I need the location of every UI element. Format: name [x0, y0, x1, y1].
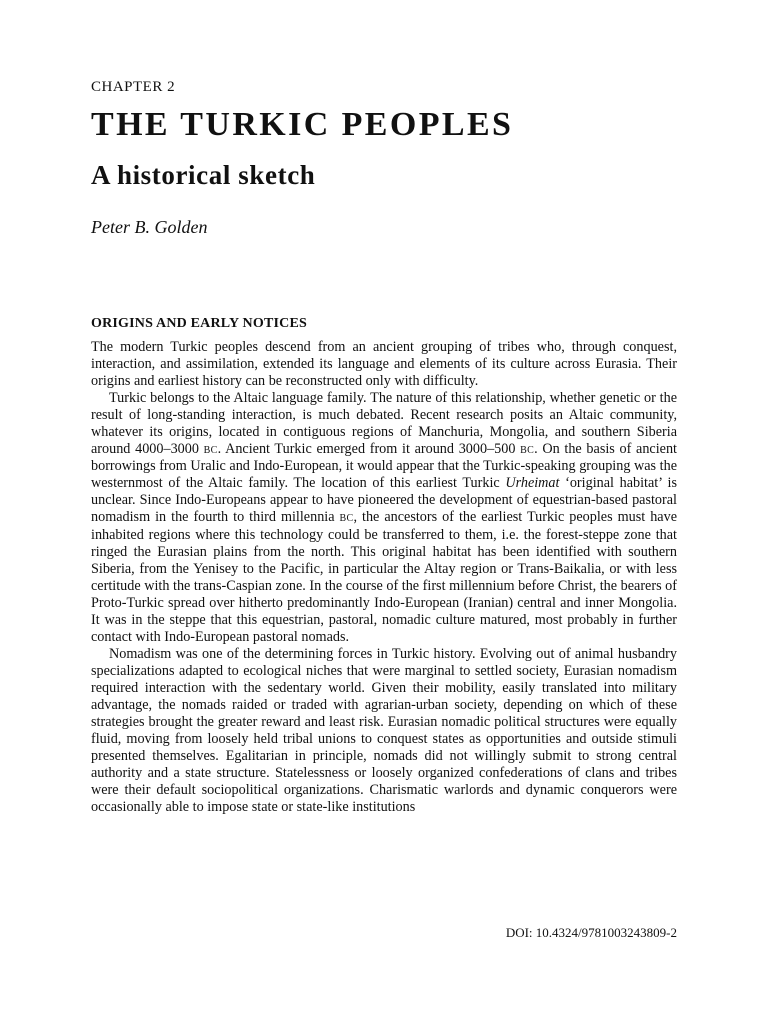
chapter-subtitle: A historical sketch	[91, 160, 316, 190]
doi-footer: DOI: 10.4324/9781003243809-2	[505, 925, 677, 940]
era-abbreviation: bc	[339, 509, 354, 526]
paragraph-2-text-c: . On the basis of ancient borrowings from Uralic and Indo-European, it would appear that the Turkic-speaking grouping was the westernmost of the Altaic family. The location of this earliest Turkic	[91, 441, 677, 492]
era-abbreviation: bc	[203, 441, 218, 458]
section-heading: ORIGINS AND EARLY NOTICES	[91, 316, 307, 331]
paragraph-2-text-a: Turkic belongs to the Altaic language family. The nature of this relationship, whether genetic or the result of long-standing interaction, is much debated. Recent research posits an Altaic community, whatever its origins, located in contiguous regions of Manchuria, Mongolia, and southern Siberia around 4000–3000	[91, 390, 677, 458]
body-text	[91, 316, 677, 816]
era-abbreviation: bc	[520, 441, 535, 458]
paragraph-2-text-d: ‘original habitat’ is unclear. Since Indo-Europeans appear to have pioneered the development of equestrian-based pastoral nomadism in the fourth to third millennia	[91, 475, 677, 526]
italic-term: Urheimat	[505, 475, 560, 492]
author-name: Peter B. Golden	[91, 217, 208, 237]
paragraph-3: Nomadism was one of the determining forces in Turkic history. Evolving out of animal husbandry specializations adapted to ecological niches that were marginal to settled society, Eurasian nomadism required interaction with the sedentary world. Given their mobility, easily translated into military advantage, the nomads raided or traded with agrarian-urban society, depending on which of these strategies brought the greater reward and least risk. Eurasian nomadic political structures were equally fluid, moving from loosely held tribal unions to conquest states as opportunities and outside stimuli presented themselves. Egalitarian in principle, nomads did not willingly submit to strong central authority and a state structure. Statelessness or loosely organized confederations of clans and tribes were their default sociopolitical organizations. Charismatic warlords and dynamic conquerors were occasionally able to impose state or state-like institutions	[91, 645, 677, 816]
chapter-title: THE TURKIC PEOPLES	[91, 106, 514, 143]
paragraph-2-text-b: . Ancient Turkic emerged from it around 3000–500	[217, 441, 521, 458]
paragraph-2-text-e: , the ancestors of the earliest Turkic peoples must have inhabited regions where this technology could be transferred to them, i.e. the forest-steppe zone that ringed the Eurasian plains from the north. This original habitat has been identified with southern Siberia, from the Yenisey to the Pacific, in particular the Altay region or Trans-Baikalia, or with less certitude with the trans-Caspian zone. In the course of the first millennium before Christ, the bearers of Proto-Turkic spread over hitherto predominantly Indo-European (Iranian) central and inner Mongolia. It was in the steppe that this equestrian, pastoral, nomadic culture matured, most probably in further contact with Indo-European pastoral nomads.	[91, 509, 677, 645]
paragraph-1: The modern Turkic peoples descend from an ancient grouping of tribes who, through conquest, interaction, and assimilation, extended its language and elements of its culture across Eurasia. Their origins and earliest history can be reconstructed only with difficulty.	[91, 339, 677, 390]
paragraph-2	[91, 390, 677, 646]
chapter-label: CHAPTER 2	[91, 79, 176, 95]
